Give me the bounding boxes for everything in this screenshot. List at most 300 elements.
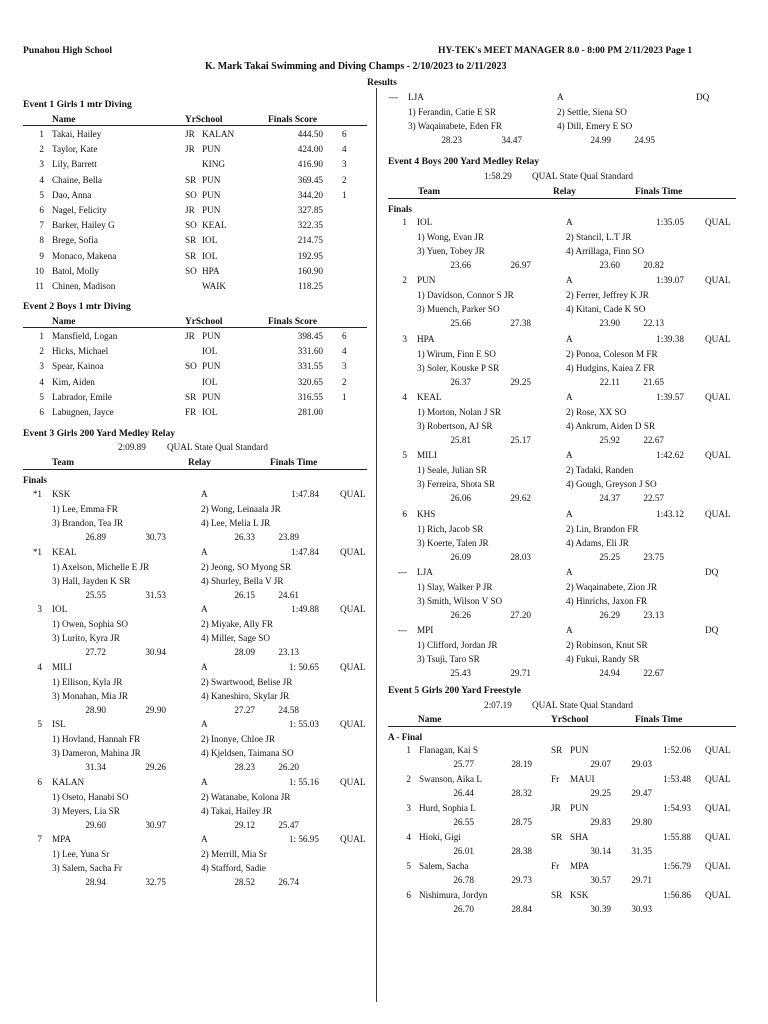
athlete-name: Swanson, Aika L <box>419 774 483 784</box>
swimmer: 2) Stancil, L.T JR <box>566 232 632 242</box>
split-time: 26.70 <box>453 904 474 914</box>
team-name: MPI <box>417 625 434 636</box>
place: 5 <box>402 450 407 461</box>
split-time: 25.77 <box>453 759 474 769</box>
split-time: 31.34 <box>85 762 106 772</box>
class-year: Fr <box>551 774 560 784</box>
split-time: 34.47 <box>501 135 522 145</box>
qual-badge: DQ <box>705 566 719 577</box>
split-time: 27.72 <box>85 647 106 657</box>
qual-badge: QUAL <box>705 391 731 402</box>
place: 6 <box>39 407 44 417</box>
school: IOL <box>202 376 218 387</box>
swimmer: 1) Wong, Evan JR <box>417 232 484 242</box>
qual-standard-time: 2:07.19 <box>484 700 512 710</box>
class-year: JR <box>185 331 195 341</box>
relay-letter: A <box>201 604 208 614</box>
athlete-name: Chaine, Bella <box>52 174 103 185</box>
split-time: 24.61 <box>278 589 299 600</box>
finals-score: 398.45 <box>297 331 323 341</box>
class-year: SO <box>185 189 197 200</box>
points: 6 <box>342 129 347 139</box>
team-name: PUN <box>417 275 436 286</box>
swimmer: 1) Wirum, Finn E SO <box>417 348 496 359</box>
finals-time: 1:56.86 <box>663 890 691 900</box>
qual-standard-label: QUAL State Qual Standard <box>532 700 633 710</box>
split-time: 29.71 <box>510 668 531 679</box>
finals-score: 281.00 <box>297 407 323 417</box>
split-time: 29.60 <box>85 819 106 830</box>
split-time: 28.52 <box>234 877 255 887</box>
athlete-name: Brege, Sofia <box>52 235 98 246</box>
header-rule <box>23 469 367 470</box>
place: 7 <box>37 834 42 844</box>
split-time: 26.09 <box>450 551 471 562</box>
school: KEAL <box>202 220 227 231</box>
swimmer: 4) Fukui, Randy SR <box>566 654 640 665</box>
finals-score: 344.20 <box>297 189 323 200</box>
athlete-name: Barker, Hailey G <box>52 220 115 231</box>
team-name: MPA <box>52 834 72 844</box>
points: 1 <box>342 391 347 402</box>
class-year: SR <box>551 890 563 900</box>
split-time: 29.25 <box>510 376 531 387</box>
qual-badge: QUAL <box>340 776 366 787</box>
swimmer: 3) Lurito, Kyra JR <box>52 633 120 643</box>
place: 8 <box>39 235 44 246</box>
qual-badge: QUAL <box>340 834 366 844</box>
place: 5 <box>406 861 411 871</box>
qual-badge: QUAL <box>705 217 731 227</box>
swimmer: 4) Takai, Hailey JR <box>201 805 273 816</box>
finals-time: 1:47.84 <box>291 489 319 499</box>
split-time: 31.53 <box>145 589 166 600</box>
qual-badge: QUAL <box>705 832 731 842</box>
relay-letter: A <box>201 776 208 787</box>
swimmer: 2) Ponoa, Coleson M FR <box>566 348 658 359</box>
school: PUN <box>202 361 221 372</box>
qual-badge: QUAL <box>705 333 731 344</box>
swimmer: 1) Davidson, Connor S JR <box>417 290 514 301</box>
place: --- <box>388 92 398 102</box>
header-rule <box>388 198 736 199</box>
relay-letter: A <box>566 566 573 577</box>
swimmer: 2) Swartwood, Belise JR <box>201 676 293 687</box>
finals-time: 1:42.62 <box>656 450 684 461</box>
swimmer: 2) Merrill, Mia Sr <box>201 849 267 859</box>
col-team: Team <box>52 458 75 468</box>
split-time: 24.94 <box>599 668 620 679</box>
finals-score: 118.25 <box>298 281 323 291</box>
split-time: 24.95 <box>634 135 655 145</box>
athlete-name: Nagel, Felicity <box>52 205 107 215</box>
split-time: 29.03 <box>631 759 652 769</box>
split-time: 25.81 <box>450 434 471 445</box>
swimmer: 2) Jeong, SO Myong SR <box>201 561 292 572</box>
header-rule <box>23 125 367 126</box>
a-final-section-label: A - Final <box>388 732 423 742</box>
athlete-name: Chinen, Madison <box>52 281 116 291</box>
event-3-title: Event 3 Girls 200 Yard Medley Relay <box>23 428 176 439</box>
place: 2 <box>406 774 411 784</box>
relay-letter: A <box>566 625 573 636</box>
athlete-name: Hicks, Michael <box>52 346 109 357</box>
team-name: ISL <box>52 719 66 729</box>
qual-standard-label: QUAL State Qual Standard <box>167 442 268 452</box>
place: 1 <box>406 745 411 755</box>
swimmer: 1) Rich, Jacob SR <box>417 523 484 534</box>
finals-time: 1:47.84 <box>291 546 319 557</box>
points: 2 <box>342 174 347 185</box>
team-name: KEAL <box>417 391 442 402</box>
athlete-name: Labrador, Emile <box>52 391 112 402</box>
split-time: 20.82 <box>643 260 664 270</box>
swimmer: 1) Hovland, Hannah FR <box>52 734 141 744</box>
finals-score: 214.75 <box>297 235 323 246</box>
split-time: 23.60 <box>599 260 620 270</box>
school: KSK <box>570 890 589 900</box>
athlete-name: Hurd, Sophia L <box>419 803 476 813</box>
split-time: 25.55 <box>85 589 106 600</box>
finals-score: 192.95 <box>297 250 323 261</box>
points: 1 <box>342 189 347 200</box>
school: WAIK <box>202 281 226 291</box>
points: 6 <box>342 331 347 341</box>
team-name: MILI <box>52 661 72 672</box>
school: PUN <box>570 803 589 813</box>
swimmer: 1) Morton, Nolan J SR <box>417 406 501 417</box>
swimmer: 3) Waqainabete, Eden FR <box>408 121 503 131</box>
school: KALAN <box>202 129 235 139</box>
swimmer: 3) Soler, Kouske P SR <box>417 362 500 373</box>
swimmer: 4) Adams, Eli JR <box>566 537 629 548</box>
swimmer: 2) Robinson, Knut SR <box>566 640 648 651</box>
split-time: 25.92 <box>599 434 620 445</box>
split-time: 22.13 <box>643 318 664 329</box>
qual-standard-label: QUAL State Qual Standard <box>532 171 633 181</box>
relay-letter: A <box>201 834 208 844</box>
qual-badge: QUAL <box>705 508 731 519</box>
finals-section-label: Finals <box>388 204 412 214</box>
swimmer: 3) Ferreira, Shota SR <box>417 479 496 490</box>
swimmer: 3) Muench, Parker SO <box>417 304 500 315</box>
finals-time: 1: 55.16 <box>288 776 319 787</box>
swimmer: 2) Miyake, Ally FR <box>201 619 273 629</box>
split-time: 29.07 <box>590 759 611 769</box>
school: PUN <box>202 174 221 185</box>
split-time: 29.26 <box>145 762 166 772</box>
class-year: SO <box>185 220 197 231</box>
place: 6 <box>39 205 44 215</box>
software-stamp: HY-TEK's MEET MANAGER 8.0 - 8:00 PM 2/11/2023 Page 1 <box>438 45 693 56</box>
finals-time: 1:56.79 <box>663 861 691 871</box>
qual-badge: DQ <box>696 92 710 102</box>
event-2-title: Event 2 Boys 1 mtr Diving <box>23 301 131 312</box>
qual-badge: QUAL <box>705 861 731 871</box>
place: 5 <box>39 189 44 200</box>
athlete-name: Nishimura, Jordyn <box>419 890 488 900</box>
place: 2 <box>402 275 407 286</box>
split-time: 26.78 <box>453 875 474 885</box>
split-time: 29.83 <box>590 817 611 827</box>
swimmer: 4) Hudgins, Kaiea Z FR <box>566 362 655 373</box>
split-time: 26.33 <box>234 532 255 542</box>
split-time: 27.27 <box>234 704 255 715</box>
athlete-name: Takai, Hailey <box>52 129 102 139</box>
header-rule <box>23 327 367 328</box>
class-year: SO <box>185 361 197 372</box>
event-4-title: Event 4 Boys 200 Yard Medley Relay <box>388 156 540 167</box>
split-time: 29.71 <box>631 875 652 885</box>
swimmer: 3) Yuen, Tobey JR <box>417 246 485 256</box>
split-time: 28.84 <box>511 904 532 914</box>
split-time: 25.66 <box>450 318 471 329</box>
split-time: 30.94 <box>145 647 166 657</box>
finals-time: 1: 55.03 <box>288 719 319 729</box>
split-time: 29.90 <box>145 704 166 715</box>
col-finals-time: Finals Time <box>635 715 683 725</box>
relay-letter: A <box>566 333 573 344</box>
place: 2 <box>39 144 44 155</box>
athlete-name: Monaco, Makena <box>52 250 117 261</box>
place: 3 <box>37 604 42 614</box>
swimmer: 2) Inonye, Chloe JR <box>201 734 276 744</box>
place: --- <box>397 566 407 577</box>
athlete-name: Hioki, Gigi <box>419 832 461 842</box>
school: PUN <box>202 189 221 200</box>
school: MAUI <box>570 774 595 784</box>
athlete-name: Spear, Kainoa <box>52 361 104 372</box>
school: PUN <box>202 331 221 341</box>
finals-score: 444.50 <box>297 129 323 139</box>
qual-standard-time: 2:09.89 <box>118 442 146 452</box>
place: 10 <box>34 265 44 276</box>
swimmer: 1) Ellison, Kyla JR <box>52 676 123 687</box>
qual-badge: QUAL <box>705 803 731 813</box>
qual-badge: QUAL <box>705 745 731 755</box>
split-time: 26.55 <box>453 817 474 827</box>
split-time: 31.35 <box>631 846 652 856</box>
swimmer: 1) Oseto, Hanabi SO <box>52 791 129 802</box>
relay-letter: A <box>566 450 573 461</box>
place: 4 <box>39 174 44 185</box>
place: 1 <box>39 331 44 341</box>
swimmer: 4) Miller, Sage SO <box>201 633 271 643</box>
class-year: FR <box>185 407 197 417</box>
swimmer: 2) Lin, Brandon FR <box>566 523 639 534</box>
points: 2 <box>342 376 347 387</box>
place: 11 <box>35 281 44 291</box>
relay-letter: A <box>566 508 573 519</box>
swimmer: 4) Shurley, Bella V JR <box>201 575 284 586</box>
school: PUN <box>202 144 221 155</box>
place: 1 <box>39 129 44 139</box>
relay-letter: A <box>557 92 564 102</box>
split-time: 26.15 <box>234 589 255 600</box>
swimmer: 3) Smith, Wilson V SO <box>417 595 503 606</box>
split-time: 28.38 <box>511 846 532 856</box>
split-time: 30.39 <box>590 904 611 914</box>
finals-score: 331.55 <box>297 361 323 372</box>
split-time: 24.37 <box>599 493 620 504</box>
athlete-name: Salem, Sacha <box>419 861 469 871</box>
class-year: JR <box>185 205 195 215</box>
team-name: LJA <box>408 92 424 102</box>
split-time: 32.75 <box>145 877 166 887</box>
finals-score: 424.00 <box>297 144 323 155</box>
split-time: 30.93 <box>631 904 652 914</box>
split-time: 22.57 <box>643 493 664 504</box>
swimmer: 2) Watanabe, Kolona JR <box>201 791 291 802</box>
team-name: KSK <box>52 489 71 499</box>
split-time: 23.13 <box>643 609 664 620</box>
swimmer: 3) Brandon, Tea JR <box>52 518 124 528</box>
swimmer: 2) Ferrer, Jeffrey K JR <box>566 290 649 301</box>
col-relay: Relay <box>553 187 576 197</box>
swimmer: 4) Kaneshiro, Skylar JR <box>201 690 290 701</box>
relay-letter: A <box>201 546 208 557</box>
split-time: 21.65 <box>643 376 664 387</box>
split-time: 29.47 <box>631 788 652 798</box>
finals-score: 320.65 <box>297 376 323 387</box>
school: IOL <box>202 235 218 246</box>
swimmer: 1) Seale, Julian SR <box>417 465 487 476</box>
results-label: Results <box>367 77 397 88</box>
place: 3 <box>39 159 44 170</box>
split-time: 30.97 <box>145 819 166 830</box>
split-time: 30.73 <box>145 532 166 542</box>
finals-score: 322.35 <box>297 220 323 231</box>
place: 1 <box>402 217 407 227</box>
school-name: Punahou High School <box>23 45 113 56</box>
qual-badge: QUAL <box>340 489 366 499</box>
qual-badge: QUAL <box>705 275 731 286</box>
swimmer: 1) Lee, Emma FR <box>52 504 118 514</box>
split-time: 28.23 <box>234 762 255 772</box>
team-name: LJA <box>417 566 433 577</box>
swimmer: 1) Clifford, Jordan JR <box>417 640 498 651</box>
finals-time: 1:43.12 <box>656 508 684 519</box>
swimmer: 4) Arrillaga, Finn SO <box>566 246 645 256</box>
school: IOL <box>202 407 218 417</box>
athlete-name: Lily, Barrett <box>52 159 97 170</box>
swimmer: 4) Hinrichs, Jaxon FR <box>566 595 648 606</box>
finals-time: 1:35.05 <box>656 217 684 227</box>
swimmer: 1) Axelson, Michelle E JR <box>52 561 150 572</box>
place: --- <box>397 625 407 636</box>
relay-letter: A <box>566 275 573 286</box>
swimmer: 1) Owen, Sophia SO <box>52 619 129 629</box>
col-relay: Relay <box>188 458 211 468</box>
points: 3 <box>342 159 347 170</box>
athlete-name: Flanagan, Kai S <box>419 745 478 755</box>
class-year: JR <box>551 803 561 813</box>
meet-title: K. Mark Takai Swimming and Diving Champs - 2/10/2023 to 2/11/2023 <box>205 61 507 72</box>
split-time: 26.06 <box>450 493 471 504</box>
finals-time: 1:39.07 <box>656 275 684 286</box>
class-year: SR <box>185 391 197 402</box>
points: 3 <box>342 361 347 372</box>
event-5-title: Event 5 Girls 200 Yard Freestyle <box>388 685 521 696</box>
relay-letter: A <box>201 719 208 729</box>
swimmer: 4) Gough, Greyson J SO <box>566 479 657 490</box>
split-time: 28.03 <box>510 551 531 562</box>
finals-time: 1:53.48 <box>663 774 691 784</box>
place: *1 <box>32 546 42 557</box>
split-time: 23.66 <box>450 260 471 270</box>
split-time: 28.09 <box>234 647 255 657</box>
col-name: Name <box>418 715 442 725</box>
split-time: 28.19 <box>511 759 532 769</box>
split-time: 29.12 <box>234 819 255 830</box>
split-time: 30.14 <box>590 846 611 856</box>
split-time: 29.80 <box>631 817 652 827</box>
swimmer: 4) Kitani, Cade K SO <box>566 304 646 315</box>
finals-time: 1:39.57 <box>656 391 684 402</box>
finals-time: 1:55.88 <box>663 832 691 842</box>
split-time: 29.73 <box>511 875 532 885</box>
split-time: 25.17 <box>510 434 531 445</box>
header-rule <box>388 726 736 727</box>
col-finals-score: Finals Score <box>268 115 318 125</box>
split-time: 27.20 <box>510 609 531 620</box>
qual-badge: QUAL <box>340 719 366 729</box>
finals-time: 1: 50.65 <box>288 661 319 672</box>
team-name: IOL <box>417 217 433 227</box>
split-time: 22.67 <box>643 668 664 679</box>
place: 5 <box>37 719 42 729</box>
col-finals-score: Finals Score <box>268 317 318 327</box>
school: IOL <box>202 250 218 261</box>
class-year: SR <box>185 235 197 246</box>
school: SHA <box>570 832 589 842</box>
finals-time: 1: 56.95 <box>288 834 319 844</box>
swimmer: 3) Dameron, Mahina JR <box>52 748 141 758</box>
split-time: 30.57 <box>590 875 611 885</box>
qual-badge: QUAL <box>705 774 731 784</box>
points: 4 <box>342 346 347 357</box>
team-name: KHS <box>417 508 436 519</box>
swimmer: 2) Settle, Siena SO <box>557 107 627 117</box>
swimmer: 3) Robertson, AJ SR <box>417 420 493 431</box>
place: 3 <box>402 333 407 344</box>
swimmer: 2) Tadaki, Randen <box>566 465 634 476</box>
school: IOL <box>202 346 218 357</box>
col-finals-time: Finals Time <box>270 458 318 468</box>
finals-score: 316.55 <box>297 391 323 402</box>
split-time: 23.90 <box>599 318 620 329</box>
swimmer: 3) Koerte, Talen JR <box>417 537 489 548</box>
column-divider <box>376 88 377 1002</box>
finals-score: 160.90 <box>297 265 323 276</box>
split-time: 26.89 <box>85 532 106 542</box>
athlete-name: Kim, Aiden <box>52 376 95 387</box>
school: MPA <box>570 861 590 871</box>
swimmer: 2) Waqainabete, Zion JR <box>566 581 657 592</box>
athlete-name: Batol, Molly <box>52 265 99 276</box>
qual-standard-time: 1:58.29 <box>484 171 512 181</box>
relay-letter: A <box>566 391 573 402</box>
place: 5 <box>39 391 44 402</box>
split-time: 26.44 <box>453 788 474 798</box>
finals-score: 327.85 <box>297 205 323 215</box>
split-time: 23.13 <box>278 647 299 657</box>
relay-letter: A <box>201 661 208 672</box>
place: 6 <box>406 890 411 900</box>
split-time: 27.38 <box>510 318 531 329</box>
qual-badge: QUAL <box>340 604 366 614</box>
finals-time: 1:39.38 <box>656 333 684 344</box>
